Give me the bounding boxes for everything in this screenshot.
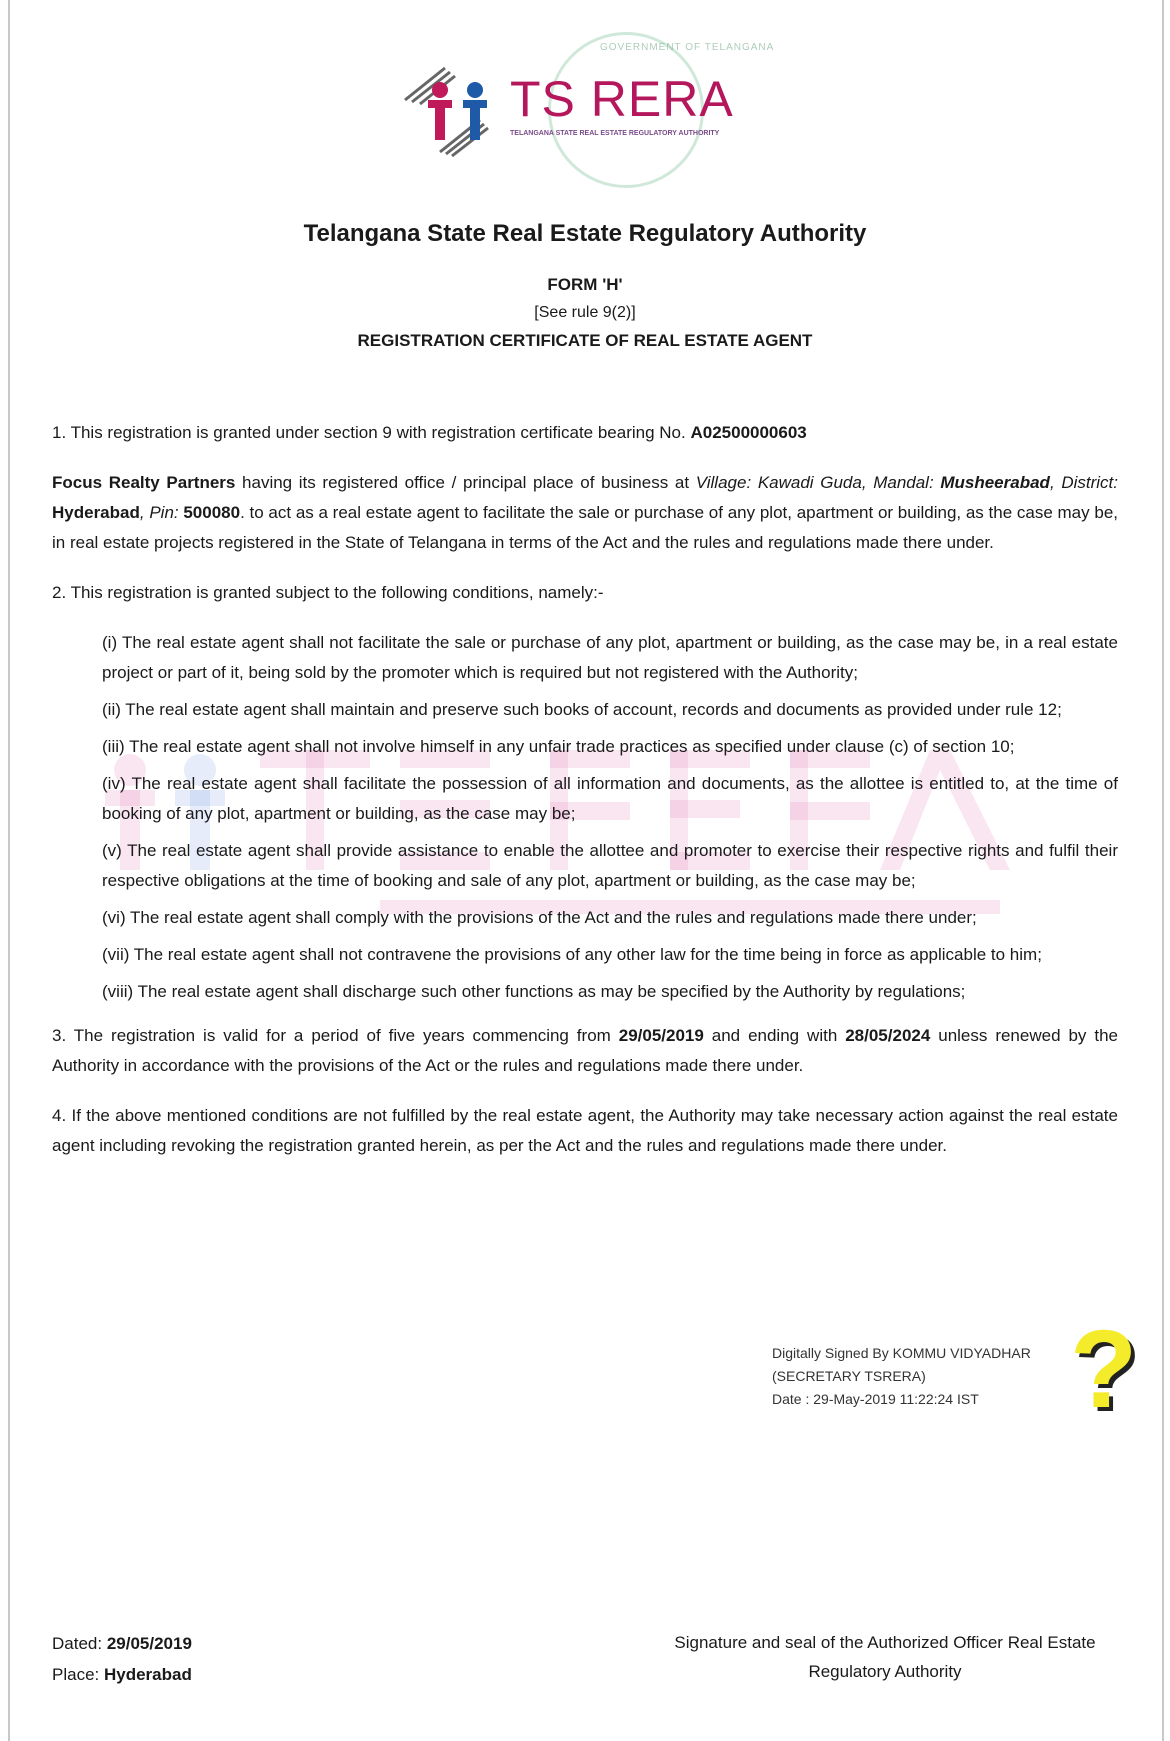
- condition-item: (iv) The real estate agent shall facilitate the possession of all information and documents, as the allottee is entitled to, at the time of booking of any plot, apartment or building, as the case may be;: [102, 774, 1118, 823]
- dated-label: Dated:: [52, 1634, 107, 1653]
- date-place: [52, 1628, 192, 1690]
- validity-start: 29/05/2019: [618, 1026, 704, 1045]
- place-label: Place:: [52, 1665, 104, 1684]
- agent-name: Focus Realty Partners: [52, 473, 236, 492]
- place-value: Hyderabad: [103, 1665, 192, 1684]
- condition-item: (vii) The real estate agent shall not contravene the provisions of any other law for the time being in force as applicable to him;: [102, 945, 1042, 964]
- condition-item: (v) The real estate agent shall provide assistance to enable the allottee and promoter to exercise their respective rights and fulfil their respective obligations at the time of booking and sale of any plot, apartment or building, as the case may be;: [102, 841, 1118, 890]
- page-title: Telangana State Real Estate Regulatory Authority: [303, 220, 867, 247]
- clause-1-text: 1. This registration is granted under section 9 with registration certificate bearing No.: [52, 423, 691, 442]
- logo-subtitle: TELANGANA STATE REAL ESTATE REGULATORY AUTHORITY: [510, 130, 720, 137]
- clause-1: [52, 418, 1118, 448]
- condition-item: (i) The real estate agent shall not facilitate the sale or purchase of any plot, apartment or building, as the case may be, in a real estate project or part of it, being sold by the promoter which is required but not registered with the Authority;: [102, 633, 1118, 682]
- agent-details: [52, 468, 1118, 558]
- clause-2: 2. This registration is granted subject to the following conditions, namely:-: [52, 583, 604, 602]
- people-house-icon: [400, 60, 510, 160]
- form-label: FORM 'H': [547, 275, 623, 294]
- clause-4: 4. If the above mentioned conditions are not fulfilled by the real estate agent, the Authority may take necessary action against the real estate agent including revoking the registration granted herein, as per the Act and the rules and regulations made there under.: [52, 1106, 1118, 1155]
- signature-line-2: (SECRETARY TSRERA): [772, 1368, 926, 1384]
- condition-item: (iii) The real estate agent shall not involve himself in any unfair trade practices as specified under clause (c) of section 10;: [102, 737, 1015, 756]
- district: Hyderabad: [52, 503, 140, 522]
- authorized-officer-label: Signature and seal of the Authorized Officer Real Estate Regulatory Authority: [674, 1633, 1096, 1681]
- mandal: Musheerabad: [940, 473, 1050, 492]
- digital-signature: [772, 1342, 1031, 1411]
- village: Kawadi Guda: [757, 473, 862, 492]
- rule-reference: [See rule 9(2)]: [534, 304, 636, 321]
- condition-item: (vi) The real estate agent shall comply with the provisions of the Act and the rules and regulations made there under;: [102, 908, 977, 927]
- clause-3-text-2: and ending with: [703, 1026, 846, 1045]
- signature-line-3: Date : 29-May-2019 11:22:24 IST: [772, 1391, 979, 1407]
- certificate-heading: REGISTRATION CERTIFICATE OF REAL ESTATE AGENT: [357, 331, 813, 350]
- condition-item: (ii) The real estate agent shall maintain and preserve such books of account, records and documents as provided under rule 12;: [102, 700, 1062, 719]
- signature-line-1: Digitally Signed By KOMMU VIDYADHAR: [772, 1345, 1031, 1361]
- logo-text: TS RERA: [510, 71, 734, 127]
- district-label: , District:: [1049, 473, 1118, 492]
- registration-number: A02500000603: [690, 423, 807, 442]
- village-label: Village:: [695, 473, 758, 492]
- pin-label: , Pin:: [139, 503, 184, 522]
- signature-unverified-icon[interactable]: ?: [1070, 1308, 1138, 1431]
- page-border-right: [1162, 0, 1164, 1741]
- pin: 500080: [183, 503, 241, 522]
- dated-value: 29/05/2019: [106, 1634, 192, 1653]
- seal-text: GOVERNMENT OF TELANGANA: [600, 42, 775, 53]
- clause-3: [52, 1021, 1118, 1081]
- agent-text-2: . to act as a real estate agent to facilitate the sale or purchase of any plot, apartment or building, as the case may be, in real estate projects registered in the State of Telangana in terms of the Act and the rules and regulations made there under.: [52, 503, 1118, 552]
- condition-item: (viii) The real estate agent shall discharge such other functions as may be specified by the Authority by regulations;: [102, 982, 966, 1001]
- agent-text: having its registered office / principal place of business at: [235, 473, 696, 492]
- certificate-body: [52, 418, 1118, 1181]
- clause-3-text: 3. The registration is valid for a period of five years commencing from: [52, 1026, 619, 1045]
- validity-end: 28/05/2024: [845, 1026, 931, 1045]
- page-border-left: [8, 0, 10, 1741]
- mandal-label: , Mandal:: [861, 473, 941, 492]
- clause-3-text-3: unless renewed by the Authority in accordance with the provisions of the Act or the rules and regulations made there under.: [52, 1026, 1118, 1075]
